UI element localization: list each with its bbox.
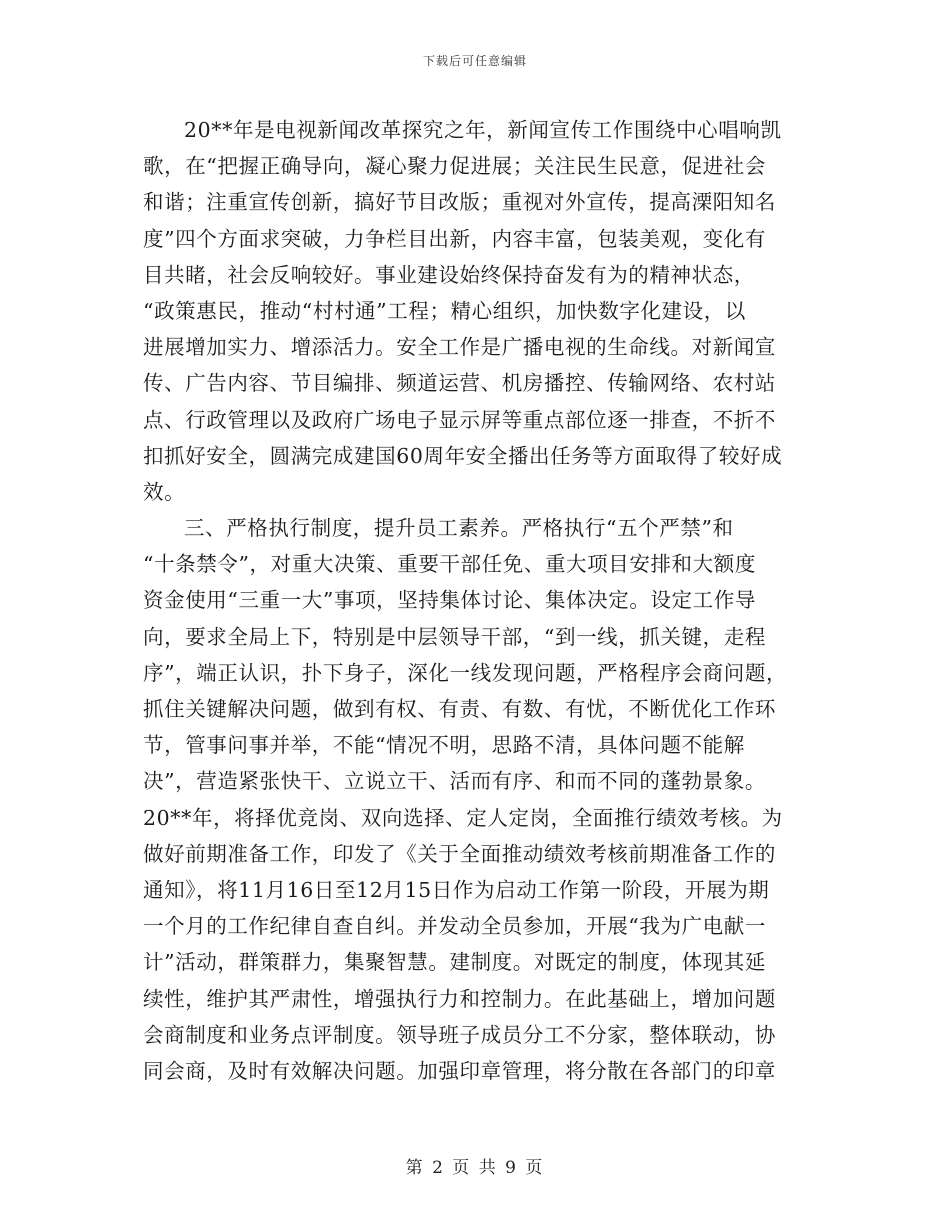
text-line: 目共睹，社会反响较好。事业建设始终保持奋发有为的精神状态，: [143, 262, 755, 287]
text-line: 序”，端正认识，扑下身子，深化一线发现问题，严格程序会商问题，: [143, 660, 788, 685]
text-line: 同会商，及时有效解决问题。加强印章管理，将分散在各部门的印章: [143, 1058, 776, 1083]
text-line: 20**年是电视新闻改革探究之年，新闻宣传工作围绕中心唱响凯: [184, 118, 782, 142]
text-line: 20**年，将择优竞岗、双向选择、定人定岗，全面推行绩效考核。为: [143, 805, 783, 830]
text-line: 资金使用“三重一大”事项，坚持集体讨论、集体决定。设定工作导: [143, 588, 756, 613]
text-line: 扣抓好安全，圆满完成建国60周年安全播出任务等方面取得了较好成: [143, 443, 783, 468]
text-line: “政策惠民，推动“村村通”工程；精心组织，加快数字化建设，以: [143, 298, 746, 323]
text-line: 传、广告内容、节目编排、频道运营、机房播控、传输网络、农村站: [143, 371, 776, 396]
page-header: 下载后可任意编辑: [422, 54, 527, 68]
text-line: 进展增加实力、增添活力。安全工作是广播电视的生命线。对新闻宣: [143, 335, 776, 360]
text-line: 和谐；注重宣传创新，搞好节目改版；重视对外宣传，提高溧阳知名: [143, 190, 776, 215]
text-line: 歌，在“把握正确导向，凝心聚力促进展；关注民生民意，促进社会: [143, 154, 766, 179]
text-line: 通知》，将11月16日至12月15日作为启动工作第一阶段，开展为期: [143, 877, 770, 902]
text-line: 决”，营造紧张快干、立说立干、活而有序、和而不同的蓬勃景象。: [143, 769, 766, 794]
text-line: 会商制度和业务点评制度。领导班子成员分工不分家，整体联动，协: [143, 1022, 776, 1047]
text-line: 度”四个方面求突破，力争栏目出新，内容丰富，包装美观，变化有: [143, 226, 766, 251]
text-line: 续性，维护其严肃性，增强执行力和控制力。在此基础上，增加问题: [143, 986, 776, 1011]
page-number-footer: 第 2 页 共 9 页: [405, 1158, 545, 1178]
text-line: 一个月的工作纪律自查自纠。并发动全员参加，开展“我为广电献一: [143, 914, 766, 939]
text-line: 点、行政管理以及政府广场电子显示屏等重点部位逐一排查，不折不: [143, 407, 776, 432]
text-line: 节，管事问事并举，不能“情况不明，思路不清，具体问题不能解: [143, 733, 745, 758]
text-line: 做好前期准备工作，印发了《关于全面推动绩效考核前期准备工作的: [143, 841, 776, 866]
text-line: 三、严格执行制度，提升员工素养。严格执行“五个严禁”和: [184, 516, 734, 541]
document-body: [143, 112, 808, 1089]
paragraph: [143, 112, 808, 510]
text-line: “十条禁令”，对重大决策、重要干部任免、重大项目安排和大额度: [143, 552, 756, 577]
text-line: 效。: [143, 479, 186, 504]
text-line: 计”活动，群策群力，集聚智慧。建制度。对既定的制度，体现其延: [143, 950, 766, 975]
text-line: 抓住关键解决问题，做到有权、有责、有数、有忧，不断优化工作环: [143, 697, 776, 721]
text-line: 向，要求全局上下，特别是中层领导干部，“到一线，抓关键，走程: [143, 624, 766, 649]
paragraph: [143, 510, 808, 1089]
